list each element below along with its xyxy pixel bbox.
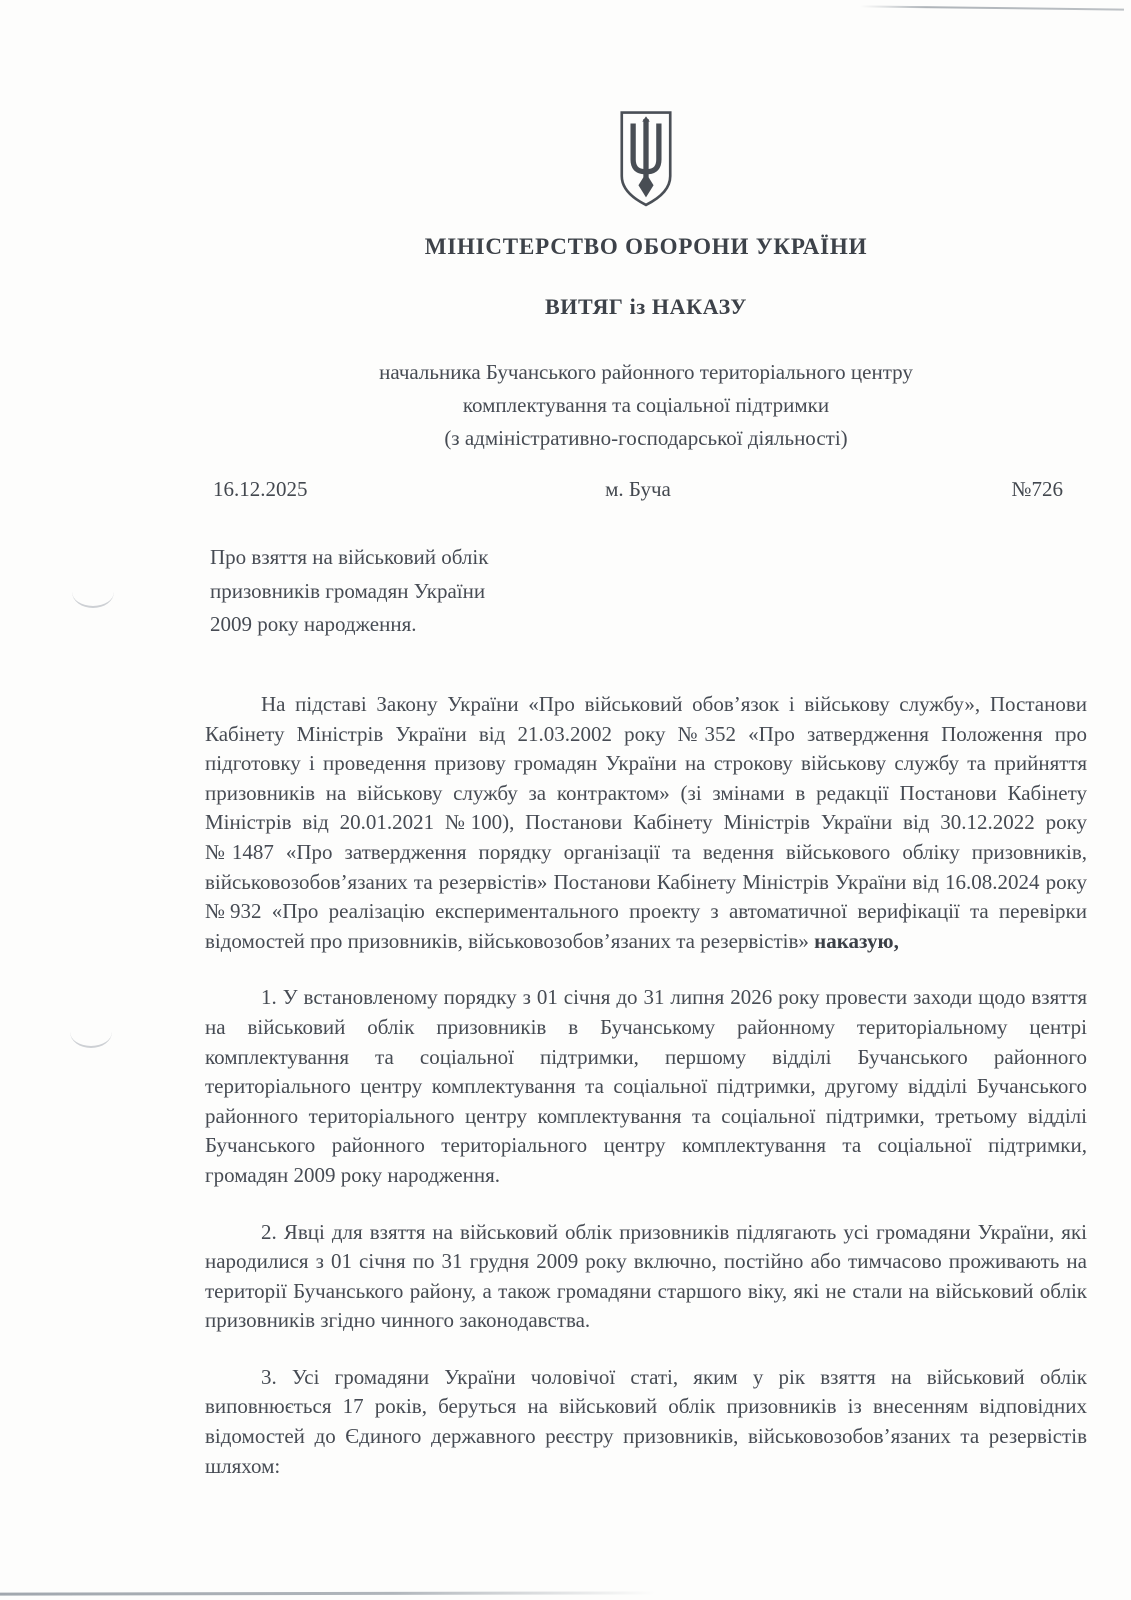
document-date: 16.12.2025 [213,477,308,501]
order-item-2: 2. Явці для взяття на військовий облік призовників підлягають усі громадяни України, які народилися з 01 січня по 31 грудня 2009 року включно, постійно або тимчасово проживають на території Бучанського району, а також громадяни старшого віку, які не стали на військовий облік призовників згідно чинного законодавства. [205,1219,1087,1333]
emblem-container [205,108,1087,219]
order-item-1: 1. У встановленому порядку з 01 січня до 31 липня 2026 року провести заходи щодо взяття на військовий облік призовників в Бучанському районному територіальному центрі комплектування та соціальної підтримки, першому відділі Бучанського районного територіального центру комплектування та соціальної підтримки, другому відділі Бучанського районного територіального центру комплектування та соціальної підтримки, третьому відділі Бучанського районного територіального центру комплектування та соціальної підтримки, громадян 2009 року народження. [205,985,1087,1187]
issuer-line: начальника Бучанського районного територіального центру [379,360,913,384]
meta-row [213,477,1075,502]
scan-artifact-curve-mark [72,592,114,608]
document-type-title: ВИТЯГ із НАКАЗУ [545,294,747,319]
preamble-paragraph [205,690,1087,956]
order-item-3: 3. Усі громадяни України чоловічої статі, яким у рік взяття на військовий облік виповнюється 17 років, беруться на військовий облік призовників із внесенням відповідних відомостей до Єдиного державного реєстру призовників, військовозобов’язаних та резервістів шляхом: [205,1364,1087,1478]
subject-block [210,541,570,642]
document-number: №726 [1011,477,1063,501]
document-place: м. Буча [605,477,671,501]
issuer-line: комплектування та соціальної підтримки [462,393,830,417]
ukraine-trident-icon [608,201,684,218]
preamble-text: На підставі Закону України «Про військовий обов’язок і військову службу», Постанови Кабінету Міністрів України від 21.03.2002 року №352 «Про затвердження Положення про підготовку і проведення призову громадян України на строкову військову службу та прийняття призовників на військову службу за контрактом» (зі змінами в редакції Постанови Кабінету Міністрів від 20.01.2021 №100), Постанови Кабінету Міністрів України від 30.12.2022 року №1487 «Про затвердження порядку організації та ведення військового обліку призовників, військовозобов’язаних та резервістів» Постанови Кабінету Міністрів України від 16.08.2024 року №932 «Про реалізацію експериментального проекту з автоматичної верифікації та перевірки відомостей про призовників, військовозобов’язаних та резервістів» [205,692,1087,953]
subject-line: 2009 року народження. [210,612,417,636]
scan-artifact-curve-mark [70,1032,112,1048]
subject-line: призовників громадян України [210,578,486,603]
issuer-block [205,356,1087,455]
scan-artifact-bottom-line [0,1591,655,1595]
scan-artifact-top-line [860,5,1124,10]
subject-line: Про взяття на військовий облік [210,545,489,569]
ministry-title: МІНІСТЕРСТВО ОБОРОНИ УКРАЇНИ [424,234,868,259]
preamble-bold-word: наказую, [814,928,899,953]
issuer-line: (з адміністративно-господарської діяльності) [444,426,848,450]
document-body [205,690,1087,1481]
